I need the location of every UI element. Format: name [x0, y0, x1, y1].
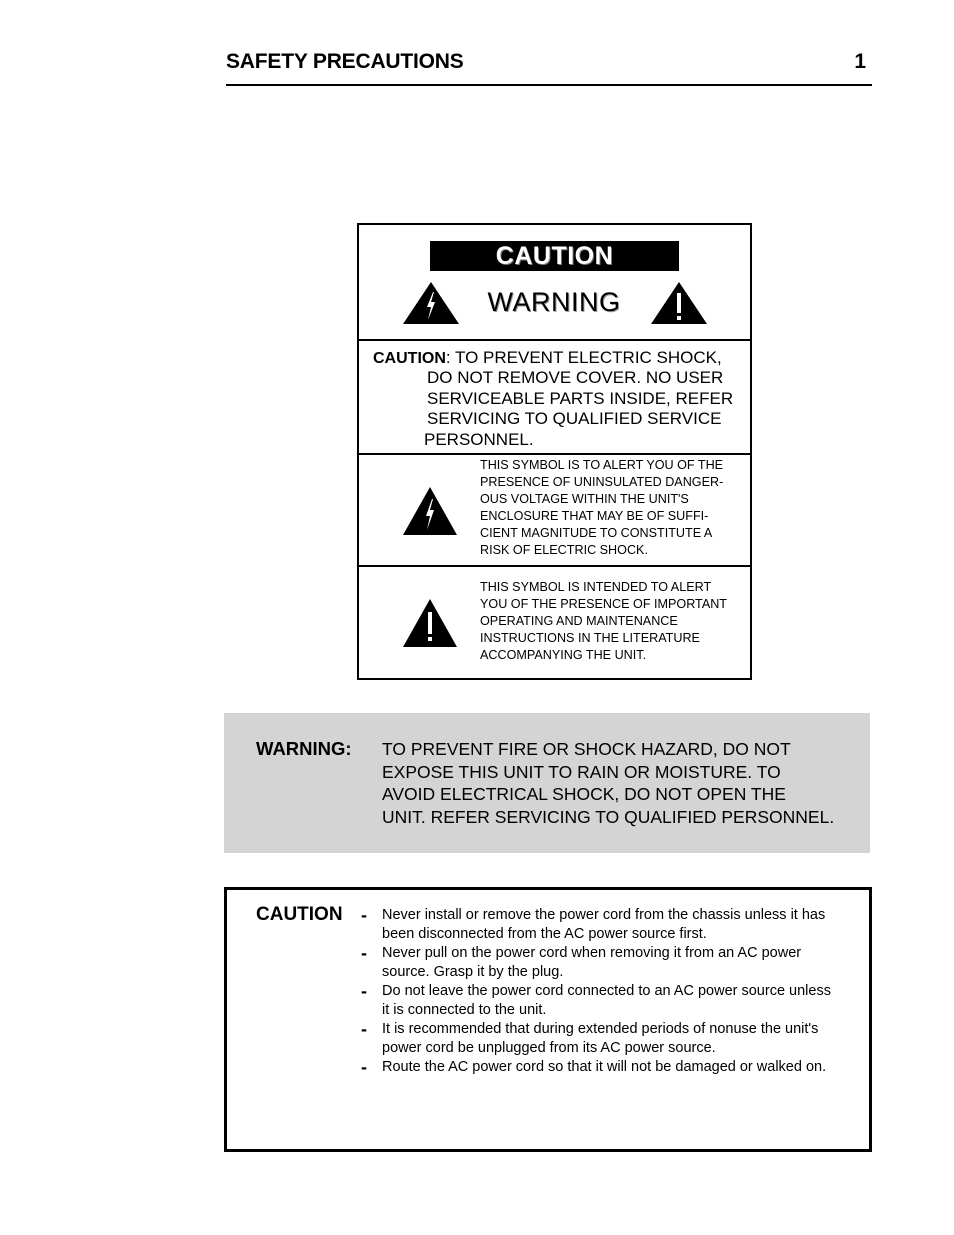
caution-line: SERVICING TO QUALIFIED SERVICE — [427, 409, 722, 428]
description-line: INSTRUCTIONS IN THE LITERATURE — [480, 631, 700, 645]
page-number: 1 — [854, 50, 866, 73]
description-line: THIS SYMBOL IS INTENDED TO ALERT — [480, 580, 712, 594]
list-item — [227, 1058, 869, 1077]
bullet-dash: - — [361, 981, 367, 1001]
list-item-text: Route the AC power cord so that it will not be damaged or walked on. — [382, 1059, 827, 1075]
list-item-text: Do not leave the power cord connected to an AC power source unless it is connected to the unit. — [382, 983, 831, 1018]
exclamation-triangle-icon — [649, 280, 709, 326]
warning-band — [224, 713, 870, 853]
description-line: OUS VOLTAGE WITHIN THE UNIT'S — [480, 492, 689, 506]
list-item — [227, 982, 869, 1020]
list-item — [227, 906, 869, 944]
list-item — [227, 944, 869, 982]
description-line: PRESENCE OF UNINSULATED DANGER- — [480, 475, 724, 489]
bullet-dash: - — [361, 943, 367, 963]
label-top-section — [359, 225, 750, 341]
list-item-text: It is recommended that during extended periods of nonuse the unit's power cord be unplugged from its AC power source. — [382, 1021, 819, 1056]
symbol-description — [480, 579, 745, 664]
description-line: RISK OF ELECTRIC SHOCK. — [480, 543, 648, 557]
caution-lead-text: : TO PREVENT ELECTRIC SHOCK, — [445, 348, 722, 367]
label-caution-statement — [359, 341, 750, 455]
description-line: THIS SYMBOL IS TO ALERT YOU OF THE — [480, 458, 724, 472]
warning-text — [382, 738, 852, 828]
caution-label-box — [357, 223, 752, 680]
warning-word: WARNING — [487, 287, 621, 317]
list-item — [227, 1020, 869, 1058]
caution-list-box — [224, 887, 872, 1152]
warning-line: TO PREVENT FIRE OR SHOCK HAZARD, DO NOT — [382, 739, 791, 759]
description-line: ACCOMPANYING THE UNIT. — [480, 648, 647, 662]
lightning-triangle-icon — [401, 485, 459, 537]
bullet-dash: - — [361, 905, 367, 925]
description-line: ENCLOSURE THAT MAY BE OF SUFFI- — [480, 509, 709, 523]
caution-list-label: CAUTION — [256, 904, 343, 925]
caution-lead-word: CAUTION — [373, 350, 446, 367]
warning-label: WARNING: — [256, 738, 352, 759]
exclamation-triangle-icon — [401, 597, 459, 649]
description-line: OPERATING AND MAINTENANCE — [480, 614, 678, 628]
caution-lead-line — [373, 347, 722, 369]
symbol-row-exclamation — [359, 567, 750, 678]
caution-line: PERSONNEL. — [424, 429, 534, 449]
list-item-text: Never pull on the power cord when removing it from an AC power source. Grasp it by the plug. — [382, 945, 802, 980]
description-line: YOU OF THE PRESENCE OF IMPORTANT — [480, 597, 728, 611]
page-header — [226, 50, 872, 86]
lightning-triangle-icon — [401, 280, 461, 326]
bullet-dash: - — [361, 1019, 367, 1039]
caution-line: SERVICEABLE PARTS INSIDE, REFER — [427, 388, 734, 408]
description-line: CIENT MAGNITUDE TO CONSTITUTE A — [480, 526, 713, 540]
symbol-description — [480, 457, 745, 559]
caution-statement-body — [424, 368, 752, 450]
caution-line: DO NOT REMOVE COVER. NO USER — [427, 368, 724, 387]
warning-line: UNIT. REFER SERVICING TO QUALIFIED PERSONNEL. — [382, 806, 835, 827]
caution-list — [227, 906, 869, 1077]
caution-banner: CAUTION — [430, 241, 679, 271]
warning-line: AVOID ELECTRICAL SHOCK, DO NOT OPEN THE — [382, 784, 786, 804]
warning-line: EXPOSE THIS UNIT TO RAIN OR MOISTURE. TO — [382, 761, 781, 782]
list-item-text: Never install or remove the power cord from the chassis unless it has been disconnected from the AC power source first. — [382, 907, 826, 942]
symbol-row-lightning — [359, 455, 750, 567]
bullet-dash: - — [361, 1057, 367, 1077]
page-title: SAFETY PRECAUTIONS — [226, 50, 464, 73]
